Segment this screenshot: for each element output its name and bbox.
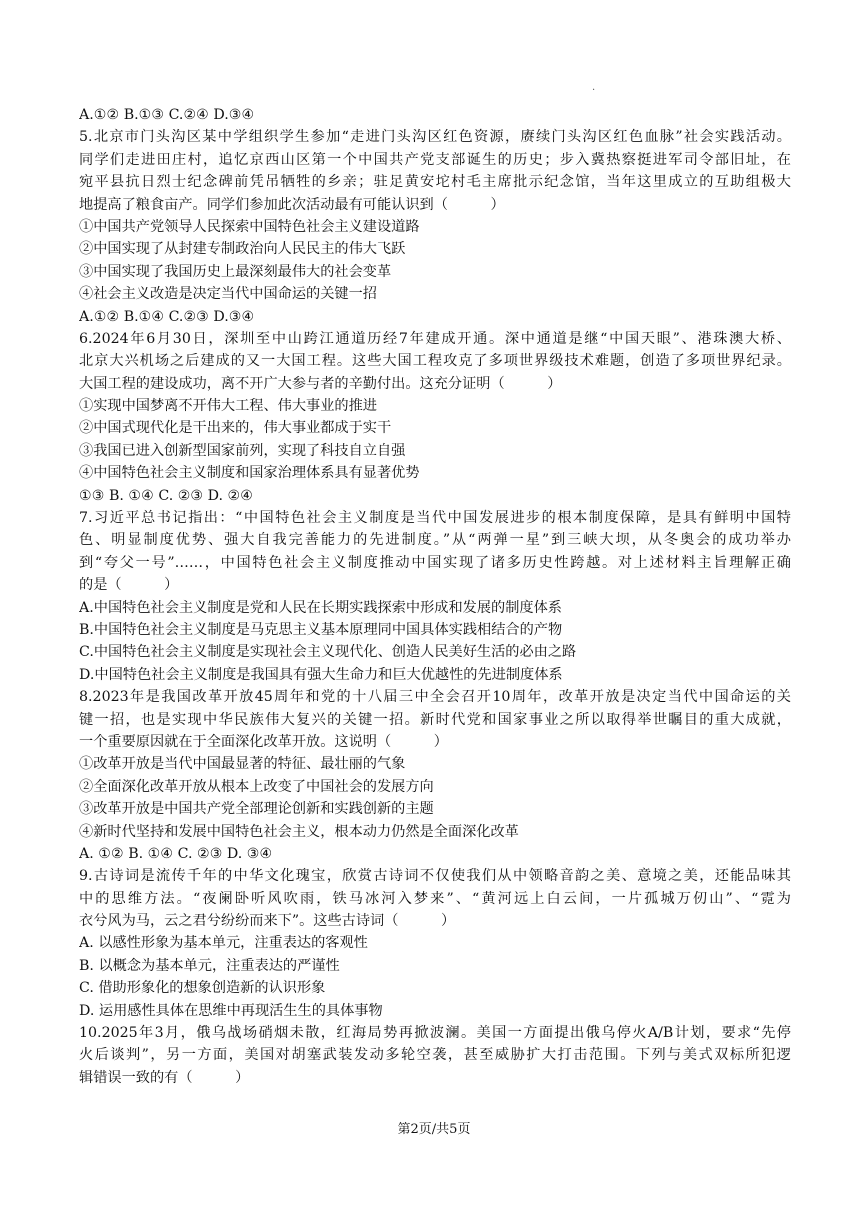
q10-stem-line: 10.2025年3月，俄乌战场硝烟未散，红海局势再掀波澜。美国一方面提出俄乌停火A/B计划，要求“先停 [79, 1025, 791, 1042]
q9-stem-line: 衣兮风为马，云之君兮纷纷而来下”。这些古诗词（ ） [79, 913, 456, 930]
q8-stem-line: 一个重要原因就在于全面深化改革开放。这说明（ ） [79, 733, 448, 750]
q8-item: ②全面深化改革开放从根本上改变了中国社会的发展方向 [79, 778, 434, 795]
q5-stem-line: 同学们走进田庄村，追忆京西山区第一个中国共产党支部诞生的历史；步入冀热察挺进军司令部旧址，在 [79, 151, 791, 168]
q8-options: A. ①② B. ①④ C. ②③ D. ③④ [79, 845, 273, 862]
q7-option: C.中国特色社会主义制度是实现社会主义现代化、创造人民美好生活的必由之路 [79, 644, 577, 661]
q5-item: ③中国实现了我国历史上最深刻最伟大的社会变革 [79, 263, 392, 280]
q6-stem-line: 6.2024年6月30日，深圳至中山跨江通道历经7年建成开通。深中通道是继“中国天眼”、港珠澳大桥、 [79, 330, 791, 347]
q7-stem-line: 色、明显制度优势、强大自我完善能力的先进制度。”从“两弹一星”到三峡大坝，从冬奥会的成功举办 [79, 532, 791, 549]
q6-item: ③我国已进入创新型国家前列，实现了科技自立自强 [79, 442, 406, 459]
exam-content [79, 104, 791, 1089]
q9-option: C. 借助形象化的想象创造新的认识形象 [79, 980, 326, 997]
q4-options: A.①② B.①③ C.②④ D.③④ [79, 107, 255, 123]
q6-item: ②中国式现代化是干出来的，伟大事业都成于实干 [79, 420, 392, 437]
q7-option: A.中国特色社会主义制度是党和人民在长期实践探索中形成和发展的制度体系 [79, 599, 562, 616]
question-9 [79, 865, 791, 1022]
q9-option: A. 以感性形象为基本单元，注重表达的客观性 [79, 935, 368, 952]
q5-stem-line: 5.北京市门头沟区某中学组织学生参加“走进门头沟区红色资源，赓续门头沟区红色血脉”社会实践活动。 [79, 129, 791, 146]
q7-stem-line: 到“夸父一号”……，中国特色社会主义制度推动中国实现了诸多历史性跨越。对上述材料主旨理解正确 [79, 554, 791, 571]
question-5 [79, 126, 791, 328]
page-mark: . [592, 82, 596, 93]
q7-option: B.中国特色社会主义制度是马克思主义基本原理同中国具体实践相结合的产物 [79, 621, 563, 638]
q9-stem-line: 中的思维方法。“夜阑卧听风吹雨，铁马冰河入梦来”、“黄河远上白云间，一片孤城万仞山”、“霓为 [79, 890, 791, 907]
q8-item: ①改革开放是当代中国最显著的特征、最壮丽的气象 [79, 756, 406, 773]
q9-option: B. 以概念为基本单元，注重表达的严谨性 [79, 957, 340, 974]
q5-item: ①中国共产党领导人民探索中国特色社会主义建设道路 [79, 218, 420, 235]
q7-stem-line: 7.习近平总书记指出：“中国特色社会主义制度是当代中国发展进步的根本制度保障，是具有鲜明中国特 [79, 510, 791, 527]
q10-stem-line: 辑错误一致的有（ ） [79, 1069, 250, 1086]
q9-stem-line: 9.古诗词是流传千年的中华文化瑰宝，欣赏古诗词不仅使我们从中领略音韵之美、意境之美，还能品味其 [79, 868, 791, 885]
question-7 [79, 507, 791, 686]
question-6 [79, 328, 791, 507]
q9-option: D. 运用感性具体在思维中再现活生生的具体事物 [79, 1002, 383, 1019]
q5-stem-line: 宛平县抗日烈士纪念碑前凭吊牺牲的乡亲；驻足黄安坨村毛主席批示纪念馆，当年这里成立的互助组极大 [79, 174, 791, 191]
q6-item: ④中国特色社会主义制度和国家治理体系具有显著优势 [79, 465, 420, 482]
q6-item: ①实现中国梦离不开伟大工程、伟大事业的推进 [79, 398, 377, 415]
q6-stem-line: 大国工程的建设成功，离不开广大参与者的辛勤付出。这充分证明（ ） [79, 375, 562, 392]
page-footer: 第2页/共5页 [397, 1122, 471, 1137]
q5-stem-line: 地提高了粮食亩产。同学们参加此次活动最有可能认识到（ ） [79, 196, 505, 213]
q5-item: ②中国实现了从封建专制政治向人民民主的伟大飞跃 [79, 241, 406, 258]
q10-stem-line: 火后谈判”，另一方面，美国对胡塞武装发动多轮空袭，甚至威胁扩大打击范围。下列与美式双标所犯逻 [79, 1047, 791, 1064]
question-10 [79, 1022, 791, 1089]
question-8 [79, 686, 791, 865]
q8-stem-line: 键一招，也是实现中华民族伟大复兴的关键一招。新时代党和国家事业之所以取得举世瞩目的重大成就， [79, 711, 791, 728]
q8-stem-line: 8.2023年是我国改革开放45周年和党的十八届三中全会召开10周年，改革开放是决定当代中国命运的关 [79, 689, 791, 706]
q6-stem-line: 北京大兴机场之后建成的又一大国工程。这些大国工程攻克了多项世界级技术难题，创造了多项世界纪录。 [79, 353, 791, 370]
q8-item: ④新时代坚持和发展中国特色社会主义，根本动力仍然是全面深化改革 [79, 823, 519, 840]
q5-options: A.①② B.①④ C.②③ D.③④ [79, 308, 255, 325]
q7-stem-line: 的是（ ） [79, 577, 179, 594]
q8-item: ③改革开放是中国共产党全部理论创新和实践创新的主题 [79, 801, 434, 818]
q7-option: D.中国特色社会主义制度是我国具有强大生命力和巨大优越性的先进制度体系 [79, 666, 563, 683]
q5-item: ④社会主义改造是决定当代中国命运的关键一招 [79, 286, 377, 303]
q6-options: ①③ B. ①④ C. ②③ D. ②④ [79, 487, 253, 504]
